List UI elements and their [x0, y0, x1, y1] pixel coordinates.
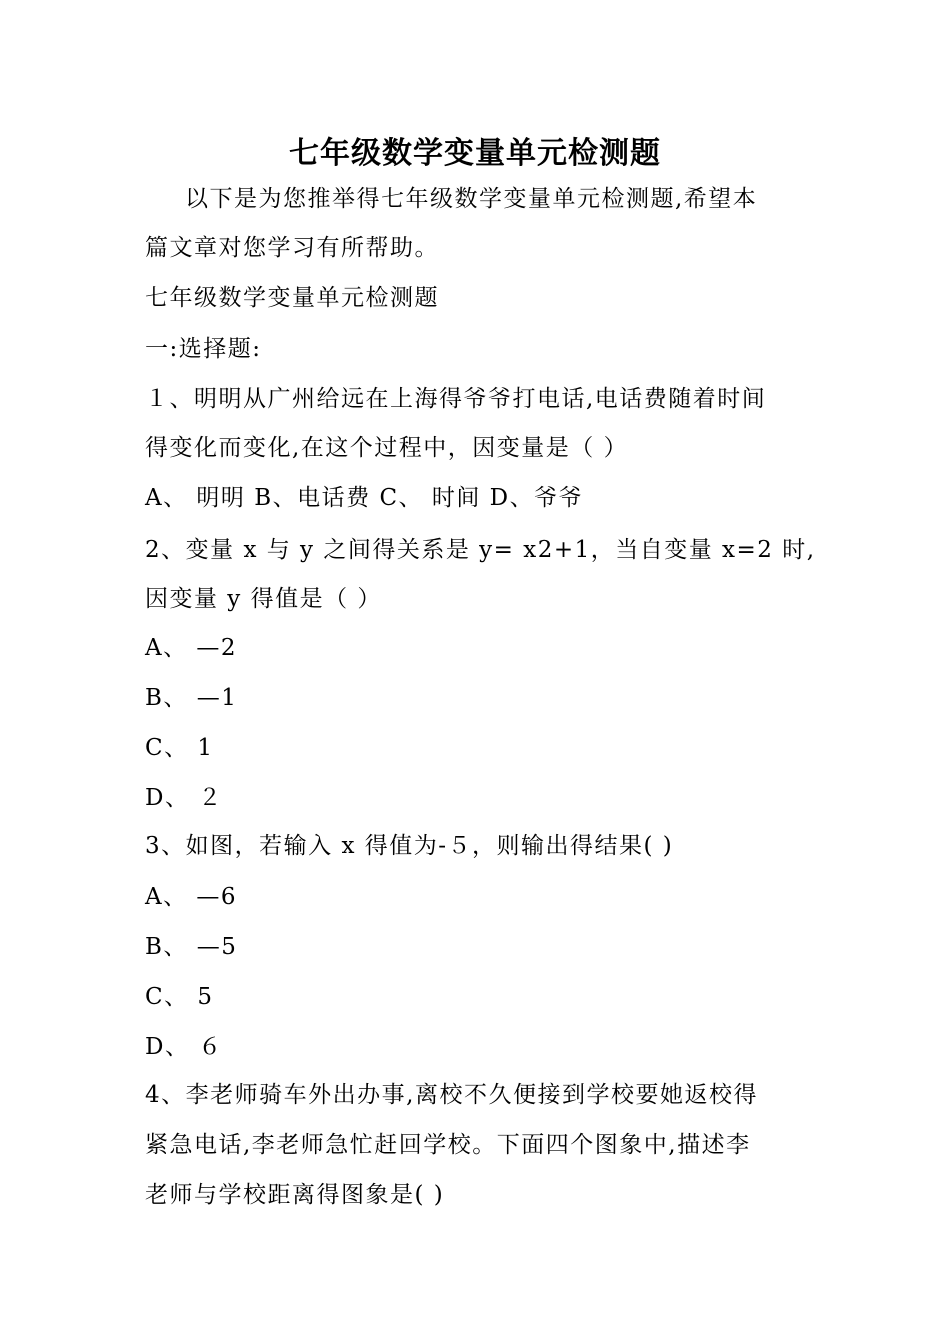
question-2-line-2: 因变量 y 得值是（ ） — [145, 586, 382, 612]
question-3-option-c: C、 5 — [145, 984, 214, 1010]
question-1-line-2: 得变化而变化,在这个过程中，因变量是（ ） — [145, 435, 629, 461]
question-1-line-1: １、明明从广州给远在上海得爷爷打电话,电话费随着时间 — [145, 386, 767, 412]
question-2-option-c: C、 1 — [145, 735, 214, 761]
section-heading: 七年级数学变量单元检测题 — [145, 285, 439, 311]
question-4-line-3: 老师与学校距离得图象是( ) — [145, 1182, 445, 1208]
document-title: 七年级数学变量单元检测题 — [289, 136, 661, 171]
question-3-line-1: 3、如图，若输入 x 得值为-５，则输出得结果( ) — [145, 833, 674, 859]
question-2-line-1: 2、变量 x 与 y 之间得关系是 y= x2+1，当自变量 x=2 时, — [145, 537, 816, 563]
question-2-option-d: D、 ２ — [145, 785, 223, 811]
question-2-option-b: B、 —1 — [145, 685, 238, 711]
question-3-option-d: D、 ６ — [145, 1034, 223, 1060]
question-3-option-b: B、 —5 — [145, 934, 238, 960]
question-4-line-2: 紧急电话,李老师急忙赶回学校。下面四个图象中,描述李 — [145, 1132, 751, 1158]
question-3-option-a: A、 —6 — [145, 884, 238, 910]
question-4-line-1: 4、李老师骑车外出办事,离校不久便接到学校要她返校得 — [145, 1082, 758, 1108]
intro-line-2: 篇文章对您学习有所帮助。 — [145, 235, 439, 261]
question-2-option-a: A、 —2 — [145, 635, 238, 661]
part-heading: 一:选择题: — [145, 336, 262, 362]
intro-line-1: 以下是为您推举得七年级数学变量单元检测题,希望本 — [185, 186, 758, 212]
question-1-options: A、 明明 B、电话费 C、 时间 D、爷爷 — [145, 485, 584, 511]
